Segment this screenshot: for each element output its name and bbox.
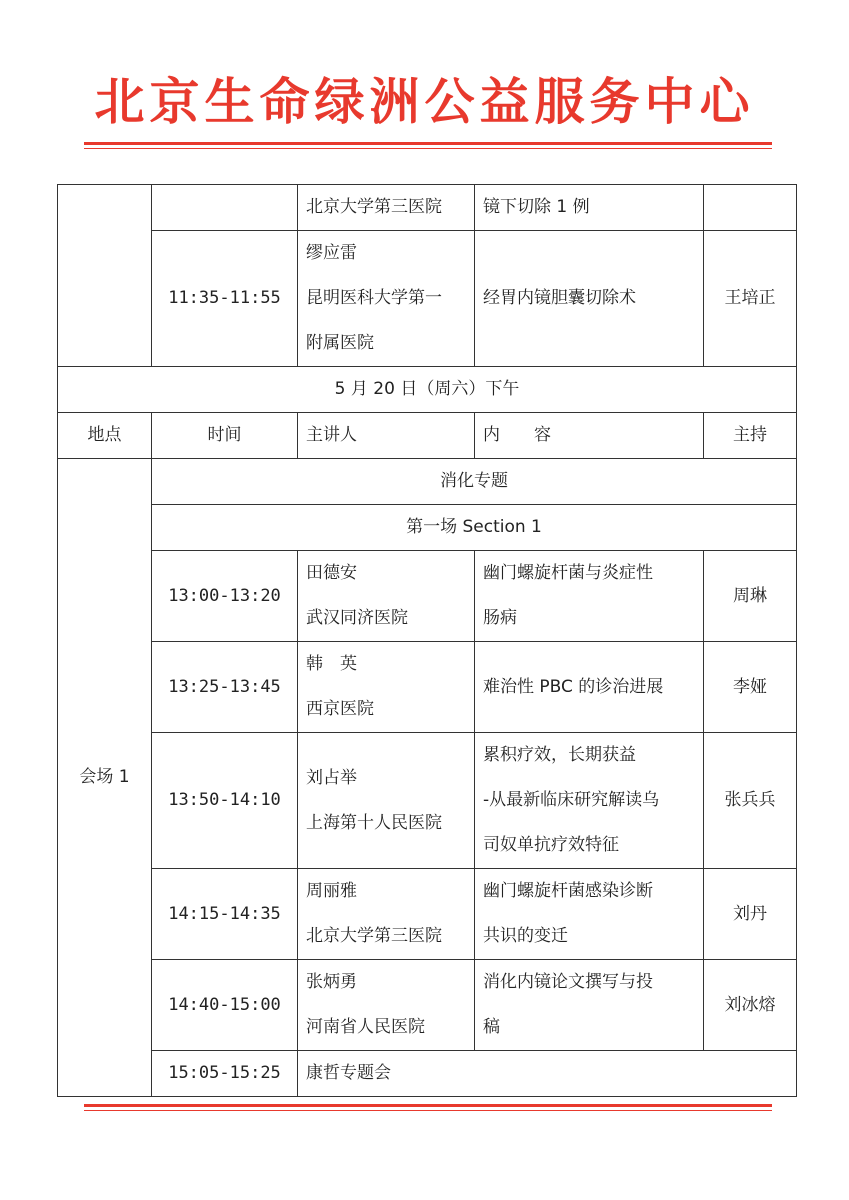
column-header-row — [58, 413, 797, 459]
table-row — [58, 1051, 797, 1097]
topic-title: 消化专题 — [152, 459, 797, 505]
table-row — [58, 960, 797, 1051]
session-header: 5 月 20 日（周六）下午 — [58, 367, 797, 413]
host-cell: 张兵兵 — [704, 733, 797, 869]
time-cell: 13:25-13:45 — [152, 642, 298, 733]
table-row — [58, 551, 797, 642]
schedule-table — [57, 184, 797, 1097]
host-cell: 周琳 — [704, 551, 797, 642]
speaker-cell: 北京大学第三医院 — [298, 185, 475, 231]
header-rule-thin — [84, 148, 772, 149]
table-row — [58, 642, 797, 733]
col-header-host: 主持 — [704, 413, 797, 459]
speaker-cell: 周丽雅 北京大学第三医院 — [298, 869, 475, 960]
content-cell: 幽门螺旋杆菌感染诊断 共识的变迁 — [475, 869, 704, 960]
col-header-location: 地点 — [58, 413, 152, 459]
host-cell: 王培正 — [704, 231, 797, 367]
time-cell-empty — [152, 185, 298, 231]
speaker-cell: 田德安 武汉同济医院 — [298, 551, 475, 642]
special-session-cell: 康哲专题会 — [298, 1051, 797, 1097]
content-cell: 幽门螺旋杆菌与炎症性 肠病 — [475, 551, 704, 642]
host-cell-empty — [704, 185, 797, 231]
time-cell: 13:50-14:10 — [152, 733, 298, 869]
table-row — [58, 869, 797, 960]
host-cell: 刘丹 — [704, 869, 797, 960]
table-row — [58, 185, 797, 231]
col-header-time: 时间 — [152, 413, 298, 459]
speaker-cell: 张炳勇 河南省人民医院 — [298, 960, 475, 1051]
host-cell: 李娅 — [704, 642, 797, 733]
footer-rule-thin — [84, 1110, 772, 1111]
footer-rule-thick — [84, 1104, 772, 1107]
col-header-content: 内 容 — [475, 413, 704, 459]
content-cell: 经胃内镜胆囊切除术 — [475, 231, 704, 367]
speaker-cell: 韩 英 西京医院 — [298, 642, 475, 733]
col-header-speaker: 主讲人 — [298, 413, 475, 459]
content-cell: 难治性 PBC 的诊治进展 — [475, 642, 704, 733]
time-cell: 14:40-15:00 — [152, 960, 298, 1051]
table-row — [58, 733, 797, 869]
header-rule-thick — [84, 142, 772, 145]
org-letterhead-title: 北京生命绿洲公益服务中心 — [94, 73, 755, 131]
time-cell: 13:00-13:20 — [152, 551, 298, 642]
host-cell: 刘冰熔 — [704, 960, 797, 1051]
session-header-row — [58, 367, 797, 413]
time-cell: 14:15-14:35 — [152, 869, 298, 960]
content-cell: 消化内镜论文撰写与投 稿 — [475, 960, 704, 1051]
venue-cell: 会场 1 — [58, 459, 152, 1097]
section-title: 第一场 Section 1 — [152, 505, 797, 551]
content-cell: 镜下切除 1 例 — [475, 185, 704, 231]
speaker-cell: 缪应雷 昆明医科大学第一 附属医院 — [298, 231, 475, 367]
speaker-cell: 刘占举 上海第十人民医院 — [298, 733, 475, 869]
section-row — [58, 505, 797, 551]
topic-row — [58, 459, 797, 505]
table-row — [58, 231, 797, 367]
time-cell: 11:35-11:55 — [152, 231, 298, 367]
location-cell-empty — [58, 185, 152, 367]
time-cell: 15:05-15:25 — [152, 1051, 298, 1097]
content-cell: 累积疗效，长期获益 -从最新临床研究解读乌 司奴单抗疗效特征 — [475, 733, 704, 869]
